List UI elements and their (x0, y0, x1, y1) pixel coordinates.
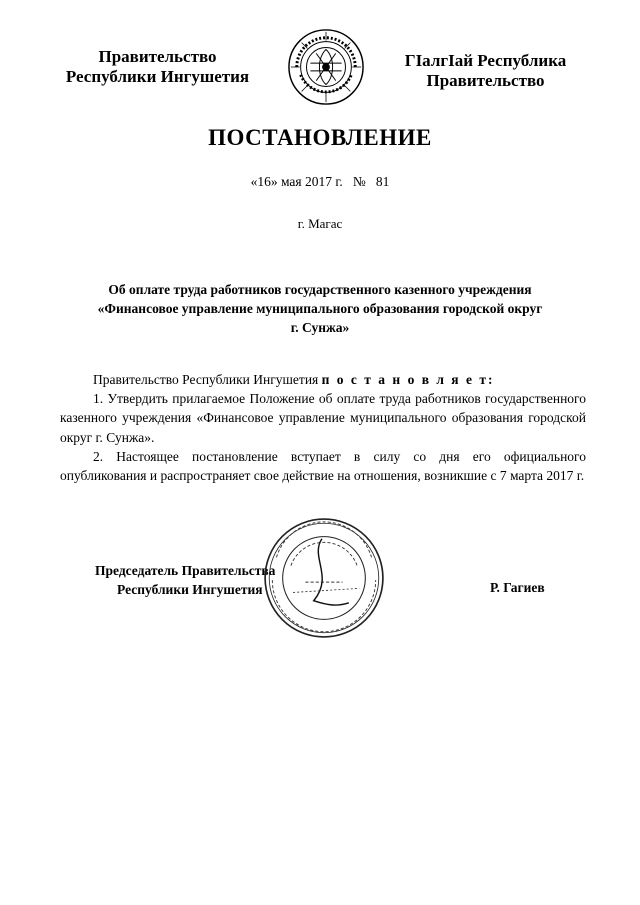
signatory-name: Р. Гагиев (490, 580, 545, 595)
number-sign: № (352, 174, 366, 189)
header-left-line2: Республики Ингушетия (65, 67, 250, 86)
subject-line2: «Финансовое управление муниципального образования городской округ (97, 301, 543, 316)
body-item-1: 1. Утвердить прилагаемое Положение об оплате труда работников государственного казенного учреждения «Финансовое управление муниципального образования городской округ г. Сунжа». (60, 391, 586, 445)
coat-of-arms-icon (287, 28, 365, 106)
subject-line3: г. Сунжа» (290, 320, 350, 335)
header-left-block (40, 47, 275, 87)
header-right-line2: Правительство (426, 71, 545, 90)
header-left-line1: Правительство (98, 47, 217, 66)
header-right-block (378, 51, 593, 91)
intro-keyword: п о с т а н о в л я е т: (321, 372, 495, 387)
document-subject (60, 280, 580, 337)
document-number: 81 (375, 174, 390, 189)
body-item-2: 2. Настоящее постановление вступает в силу со дня его официального опубликования и распространяет свое действие на отношения, возникшие с 7 марта 2017 г. (60, 448, 586, 484)
date-number-line (0, 174, 640, 190)
document-city: г. Магас (297, 216, 343, 231)
signature-position-line1: Председатель Правительства (95, 563, 276, 578)
body-intro (60, 370, 586, 389)
intro-text: Правительство Республики Ингушетия (93, 372, 322, 387)
document-body (60, 370, 586, 485)
document-type-title: ПОСТАНОВЛЕНИЕ (208, 125, 432, 150)
header-right-line1: ГIалгIай Республика (404, 51, 567, 70)
subject-line1: Об оплате труда работников государственного казенного учреждения (108, 282, 532, 297)
document-date: «16» мая 2017 г. (250, 174, 343, 189)
round-seal-stamp-icon (262, 516, 386, 640)
signature-position-line2: Республики Ингушетия (117, 582, 263, 597)
signature-position (95, 561, 275, 599)
